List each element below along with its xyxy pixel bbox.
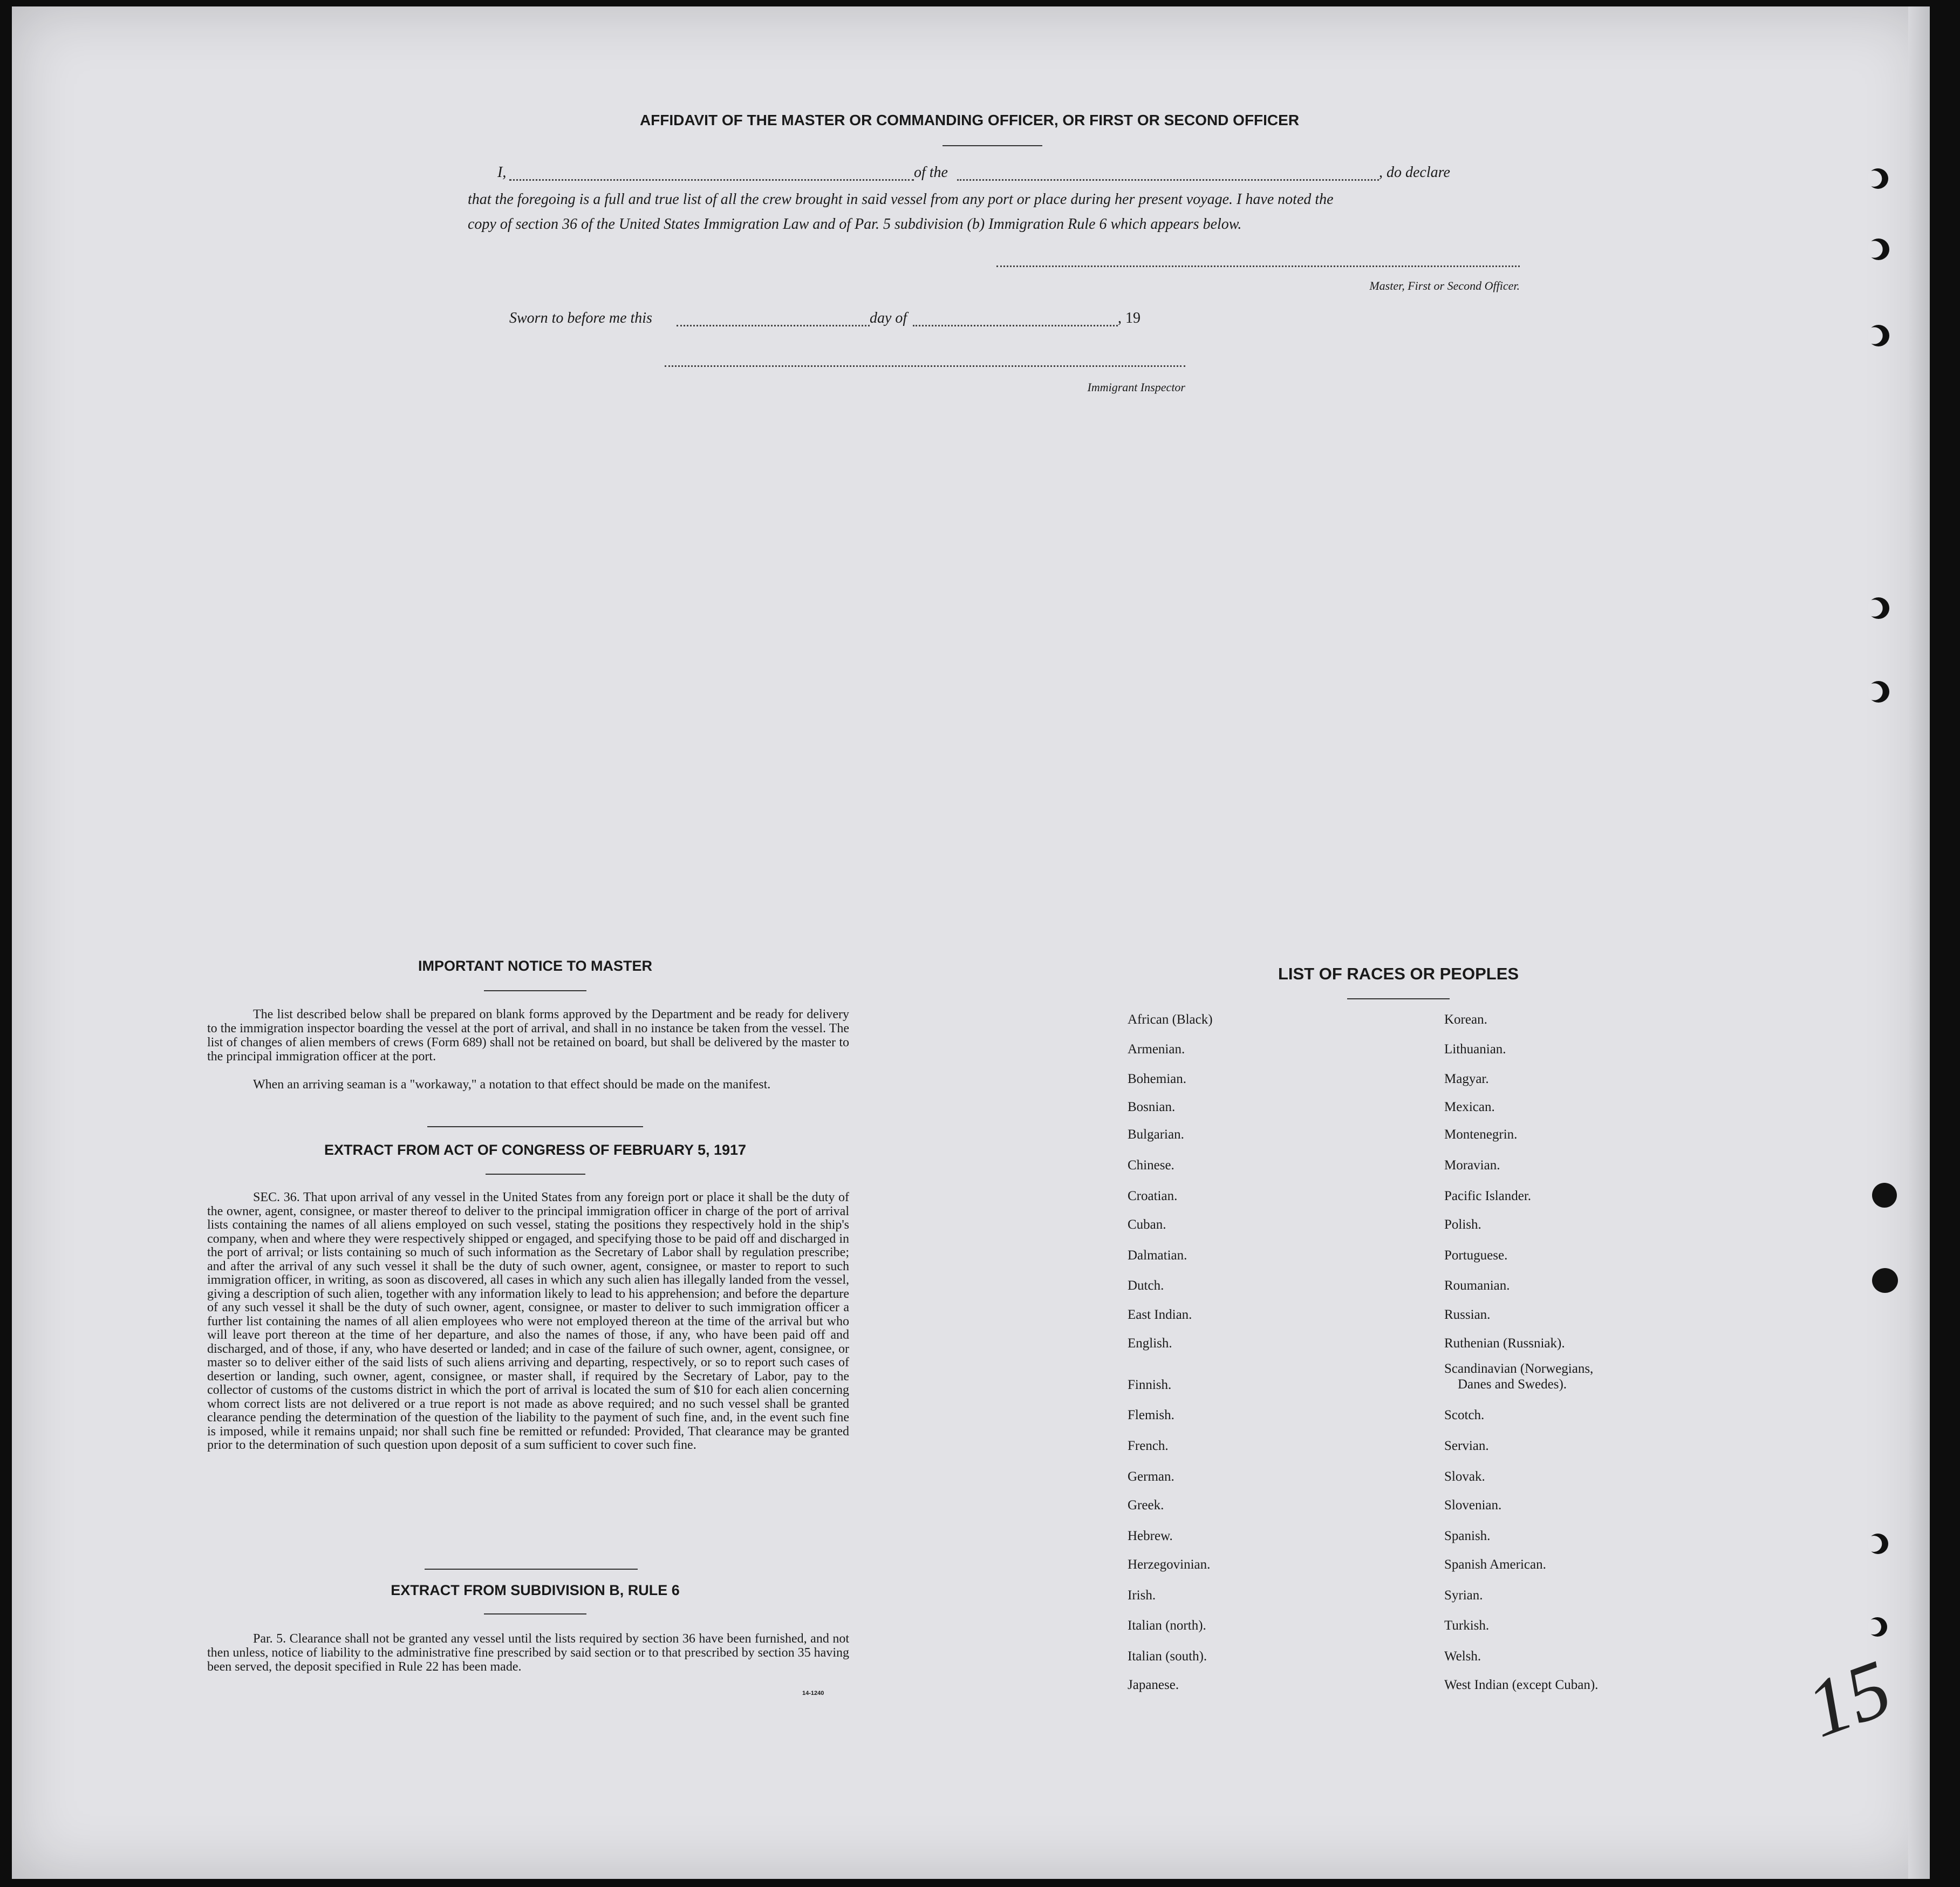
race-item: Pacific Islander. — [1444, 1189, 1532, 1203]
race-item: Slovenian. — [1444, 1498, 1502, 1513]
handwritten-mark: 15 — [1795, 1643, 1902, 1755]
inspector-label: Immigrant Inspector — [1087, 380, 1185, 394]
notice-paragraph-1: The list described below shall be prepared on blank forms approved by the Department and be ready for delivery to the immigration inspector boarding the vessel at the port of arrival, and shall in no instance be taken from the vessel. The list of changes of alien members of crews (Form 689) shall not be retained on board, but shall be delivered by the master to the principal immigration officer at the port. — [207, 1007, 849, 1064]
binder-hole — [1868, 168, 1888, 189]
race-item: German. — [1128, 1469, 1174, 1484]
race-item: Dalmatian. — [1128, 1248, 1187, 1263]
race-item: African (Black) — [1128, 1012, 1213, 1027]
race-item: Spanish. — [1444, 1529, 1491, 1543]
affidavit-declare: , do declare — [1379, 164, 1450, 181]
form-number: 14-1240 — [802, 1690, 824, 1697]
races-left-column — [1128, 6, 1397, 1733]
race-item: Irish. — [1128, 1588, 1156, 1603]
race-item: Chinese. — [1128, 1158, 1174, 1173]
race-item: Welsh. — [1444, 1649, 1481, 1664]
divider — [484, 990, 586, 991]
divider — [943, 145, 1042, 146]
race-item: Italian (north). — [1128, 1618, 1206, 1633]
race-item: Japanese. — [1128, 1678, 1179, 1692]
sworn-day-of: day of — [870, 310, 907, 326]
race-item: Scotch. — [1444, 1408, 1485, 1422]
race-item: Hebrew. — [1128, 1529, 1173, 1543]
race-item: Syrian. — [1444, 1588, 1483, 1603]
race-item: Bulgarian. — [1128, 1127, 1184, 1142]
extract-act-text: SEC. 36. That upon arrival of any vessel in the United States from any foreign port or place it shall be the duty of the owner, agent, consignee, or master thereof to deliver to the principal immigration officer in charge of the port of arrival lists containing the names of all aliens employed on such vessel, stating the positions they respectively hold in the ship's company, when and where they were respectively shipped or engaged, and specifying those to be paid off and discharged in the port of arrival; or lists containing so much of such information as the Secretary of Labor shall by regulation prescribe; and after the arrival of any such vessel it shall be the duty of such owner, agent, consignee, or master to report to such immigration officer, in writing, as soon as discovered, all cases in which any such alien has illegally landed from the vessel, giving a description of such alien, together with any information likely to lead to his apprehension; and before the departure of any such vessel it shall be the duty of such owner, agent, consignee, or master to deliver to such immigration officer a further list containing the names of all alien employees who were not employed thereon at the time of the arrival but who will leave port thereon at the time of her departure, and also the names of those, if any, who have been paid off and discharged, and of those, if any, who have deserted or landed; and in case of the failure of such owner, agent, consignee, or master so to deliver either of the said lists of such aliens arriving and departing, respectively, or so to report such cases of desertion or landing, such owner, agent, consignee, or master shall, if required by the Secretary of Labor, pay to the collector of customs of the customs district in which the port of arrival is located the sum of $10 for each alien concerning whom correct lists are not delivered or a true report is not made as above required; and no such vessel shall be granted clearance pending the determination of the question of the liability to the payment of such fine, and, in the event such fine is imposed, while it remains unpaid; nor shall such fine be remitted or refunded: Provided, That clearance may be granted prior to the determination of such question upon deposit of a sum sufficient to cover such fine. — [207, 1190, 849, 1452]
race-item: Armenian. — [1128, 1042, 1185, 1057]
affidavit-of-the: of the — [914, 164, 948, 181]
race-item: Mexican. — [1444, 1100, 1495, 1114]
race-item: Scandinavian (Norwegians, — [1444, 1361, 1594, 1376]
extract-act-title: EXTRACT FROM ACT OF CONGRESS OF FEBRUARY 5, 1917 — [324, 1142, 747, 1158]
race-item: Finnish. — [1128, 1378, 1172, 1392]
affidavit-line-3: copy of section 36 of the United States Immigration Law and of Par. 5 subdivision (b) Immigration Rule 6 which appears below. — [468, 216, 1242, 233]
race-item: Dutch. — [1128, 1278, 1164, 1293]
affidavit-i: I, — [497, 164, 507, 181]
race-item: Bohemian. — [1128, 1072, 1187, 1086]
sworn-prefix: Sworn to before me this — [509, 310, 652, 326]
race-item: Flemish. — [1128, 1408, 1174, 1422]
binder-hole — [1872, 1268, 1898, 1293]
race-item: Croatian. — [1128, 1189, 1178, 1203]
divider — [486, 1174, 585, 1175]
affidavit-title: AFFIDAVIT OF THE MASTER OR COMMANDING OFFICER, OR FIRST OR SECOND OFFICER — [639, 112, 1300, 128]
race-item-cont: Danes and Swedes). — [1458, 1377, 1567, 1392]
sworn-line — [509, 310, 1211, 331]
document-page — [12, 6, 1930, 1879]
binder-hole — [1868, 681, 1889, 703]
sworn-day-blank[interactable] — [677, 325, 870, 326]
race-item: Polish. — [1444, 1217, 1481, 1232]
binder-hole — [1868, 239, 1889, 260]
race-item: Montenegrin. — [1444, 1127, 1518, 1142]
race-item: Lithuanian. — [1444, 1042, 1506, 1057]
race-item: Moravian. — [1444, 1158, 1500, 1173]
divider — [425, 1569, 638, 1570]
divider — [484, 1613, 586, 1614]
extract-rule-title: EXTRACT FROM SUBDIVISION B, RULE 6 — [391, 1582, 680, 1598]
race-item: Italian (south). — [1128, 1649, 1207, 1664]
race-item: West Indian (except Cuban). — [1444, 1678, 1599, 1692]
race-item: Slovak. — [1444, 1469, 1485, 1484]
race-item: Korean. — [1444, 1012, 1487, 1027]
name-blank[interactable] — [509, 179, 914, 181]
race-item: Roumanian. — [1444, 1278, 1510, 1293]
race-item: Herzegovinian. — [1128, 1557, 1211, 1572]
binder-hole — [1872, 1183, 1897, 1208]
races-right-column — [1444, 6, 1768, 1733]
race-item: Spanish American. — [1444, 1557, 1546, 1572]
race-item: Servian. — [1444, 1439, 1489, 1453]
race-item: Portuguese. — [1444, 1248, 1508, 1263]
binder-hole — [1868, 597, 1889, 619]
affidavit-line-2: that the foregoing is a full and true list of all the crew brought in said vessel from any port or place during her present voyage. I have noted the — [468, 191, 1334, 208]
race-item: Magyar. — [1444, 1072, 1489, 1086]
race-item: Bosnian. — [1128, 1100, 1176, 1114]
master-signature-label: Master, First or Second Officer. — [1369, 279, 1520, 292]
races-title: LIST OF RACES OR PEOPLES — [1278, 964, 1519, 983]
sworn-year: , 19 — [1118, 310, 1141, 326]
race-item: French. — [1128, 1439, 1169, 1453]
binder-hole — [1868, 1617, 1887, 1637]
notice-title: IMPORTANT NOTICE TO MASTER — [418, 958, 652, 974]
inspector-signature-line[interactable] — [665, 365, 1185, 367]
race-item: Turkish. — [1444, 1618, 1490, 1633]
notice-paragraph-2: When an arriving seaman is a "workaway," a notation to that effect should be made on the manifest. — [253, 1078, 771, 1092]
sworn-month-blank[interactable] — [913, 325, 1118, 326]
binder-hole — [1868, 325, 1889, 346]
race-item: East Indian. — [1128, 1307, 1192, 1322]
binder-hole — [1868, 1534, 1888, 1554]
race-item: Cuban. — [1128, 1217, 1166, 1232]
race-item: Greek. — [1128, 1498, 1164, 1513]
race-item: Russian. — [1444, 1307, 1491, 1322]
race-item: English. — [1128, 1336, 1172, 1351]
race-item: Ruthenian (Russniak). — [1444, 1336, 1565, 1351]
divider — [427, 1126, 643, 1127]
extract-rule-text: Par. 5. Clearance shall not be granted any vessel until the lists required by section 36 have been furnished, and not then unless, notice of liability to the administrative fine prescribed by said section or to that prescribed by section 35 having been served, the deposit specified in Rule 22 has been made. — [207, 1632, 849, 1674]
